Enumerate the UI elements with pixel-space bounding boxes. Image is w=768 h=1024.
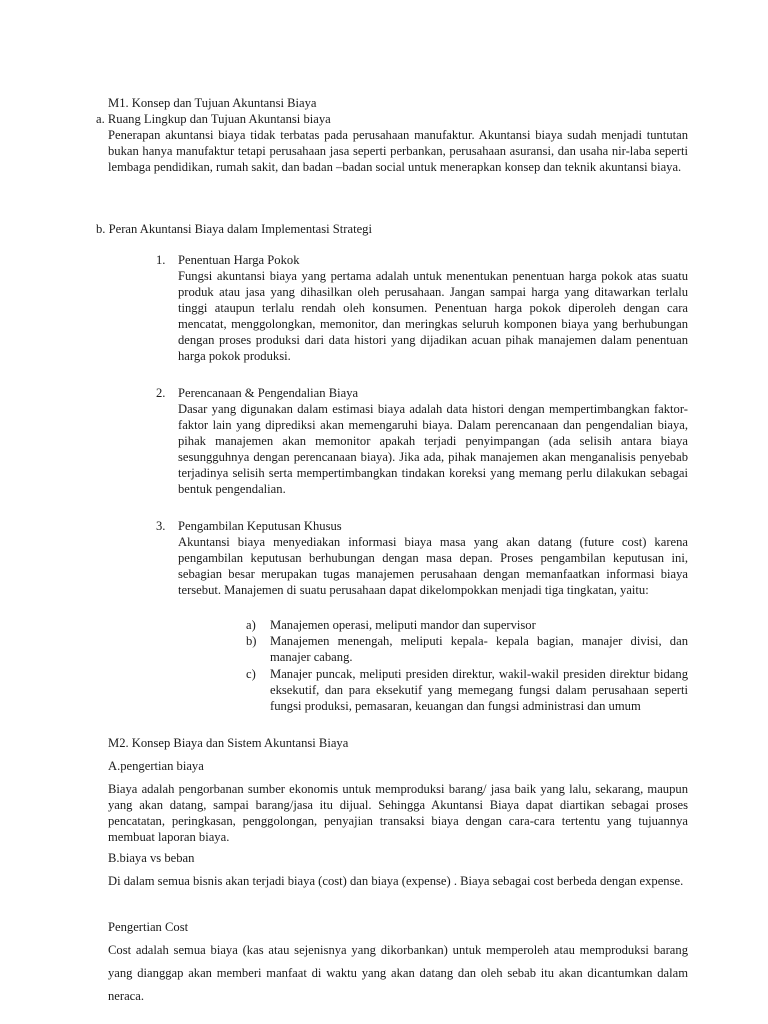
sub-a-text: Manajemen operasi, meliputi mandor dan supervisor [270,618,536,632]
m2-a-heading: A.pengertian biaya [108,759,204,773]
m1-title: M1. Konsep dan Tujuan Akuntansi Biaya [108,96,317,110]
item-2-title: Perencanaan & Pengendalian Biaya [178,386,359,400]
sub-b-label: b) [246,634,257,648]
sub-b-text: Manajemen menengah, meliputi kepala- kepala bagian, manajer divisi, dan manajer cabang. [270,634,688,664]
item-2-number: 2. [156,386,166,400]
cost-body: Cost adalah semua biaya (kas atau sejenisnya yang dikorbankan) untuk memperoleh atau memproduksi barang yang dianggap akan memberi manfaat di waktu yang akan datang dan oleh sebab itu akan dicantumkan dalam neraca. [108,943,688,1003]
item-2-body: Dasar yang digunakan dalam estimasi biaya adalah data histori dengan mempertimbangkan faktor-faktor lain yang diprediksi akan memengaruhi biaya. Dalam perencanaan dan pengendalian biaya, pihak manajemen akan memonitor apakah terjadi penyimpangan (ada selisih antara biaya sesungguhnya dengan perencanaan biaya). Jika ada, pihak manajemen akan menganalisis penyebab terjadinya selisih serta mempertimbangkan tindakan koreksi yang memang perlu dilakukan sebagai bentuk pengendalian. [178,402,688,496]
sub-c-label: c) [246,667,256,681]
m1-a-body: Penerapan akuntansi biaya tidak terbatas pada perusahaan manufaktur. Akuntansi biaya sudah menjadi tuntutan bukan hanya manufaktur tetapi perusahaan jasa seperti perbankan, perusahaan asuransi, dan usaha nir-laba seperti lembaga pendidikan, rumah sakit, dan badan –badan social untuk menerapkan konsep dan teknik akuntansi biaya. [108,128,688,174]
item-3-title: Pengambilan Keputusan Khusus [178,519,342,533]
item-1-number: 1. [156,253,166,267]
m2-b-body: Di dalam semua bisnis akan terjadi biaya (cost) dan biaya (expense) . Biaya sebagai cost berbeda dengan expense. [108,874,684,888]
m1-b-heading: b. Peran Akuntansi Biaya dalam Implementasi Strategi [96,222,372,236]
item-3-body: Akuntansi biaya menyediakan informasi biaya masa yang akan datang (future cost) karena pengambilan keputusan berhubungan dengan masa depan. Proses pengambilan keputusan ini, sebagian besar merupakan tugas manajemen perusahaan dengan memanfaatkan informasi biaya tersebut. Manajemen di suatu perusahaan dapat dikelompokkan menjadi tiga tingkatan, yaitu: [178,535,688,597]
sub-a-label: a) [246,618,256,632]
m2-title: M2. Konsep Biaya dan Sistem Akuntansi Biaya [108,736,349,750]
item-3-number: 3. [156,519,166,533]
cost-heading: Pengertian Cost [108,920,189,934]
m1-a-heading: a. Ruang Lingkup dan Tujuan Akuntansi biaya [96,112,331,126]
item-1-body: Fungsi akuntansi biaya yang pertama adalah untuk menentukan penentuan harga pokok atas suatu produk atau jasa yang dihasilkan oleh perusahaan. Jangan sampai harga yang ditawarkan terlalu tinggi ataupun terlalu rendah oleh konsumen. Penentuan harga pokok diperoleh dengan cara mencatat, menggolongkan, memonitor, dan meringkas seluruh komponen biaya yang berhubungan dengan proses produksi dari data histori yang dijadikan acuan pihak manajemen dalam penentuan harga pokok produksi. [178,269,688,363]
sub-c-text: Manajer puncak, meliputi presiden direktur, wakil-wakil presiden direktur bidang eksekutif, dan para eksekutif yang memegang fungsi dalam perusahaan seperti fungsi produksi, pemasaran, keuangan dan fungsi administrasi dan umum [270,667,688,713]
m2-a-body: Biaya adalah pengorbanan sumber ekonomis untuk memproduksi barang/ jasa baik yang lalu, sekarang, maupun yang akan datang, sampai barang/jasa itu dijual. Sehingga Akuntansi Biaya dapat diartikan sebagai proses pencatatan, peringkasan, penggolongan, penyajian transaksi biaya dengan cara-cara tertentu yang tujuannya membuat laporan biaya. [108,782,688,844]
item-1-title: Penentuan Harga Pokok [178,253,300,267]
m2-b-heading: B.biaya vs beban [108,851,195,865]
